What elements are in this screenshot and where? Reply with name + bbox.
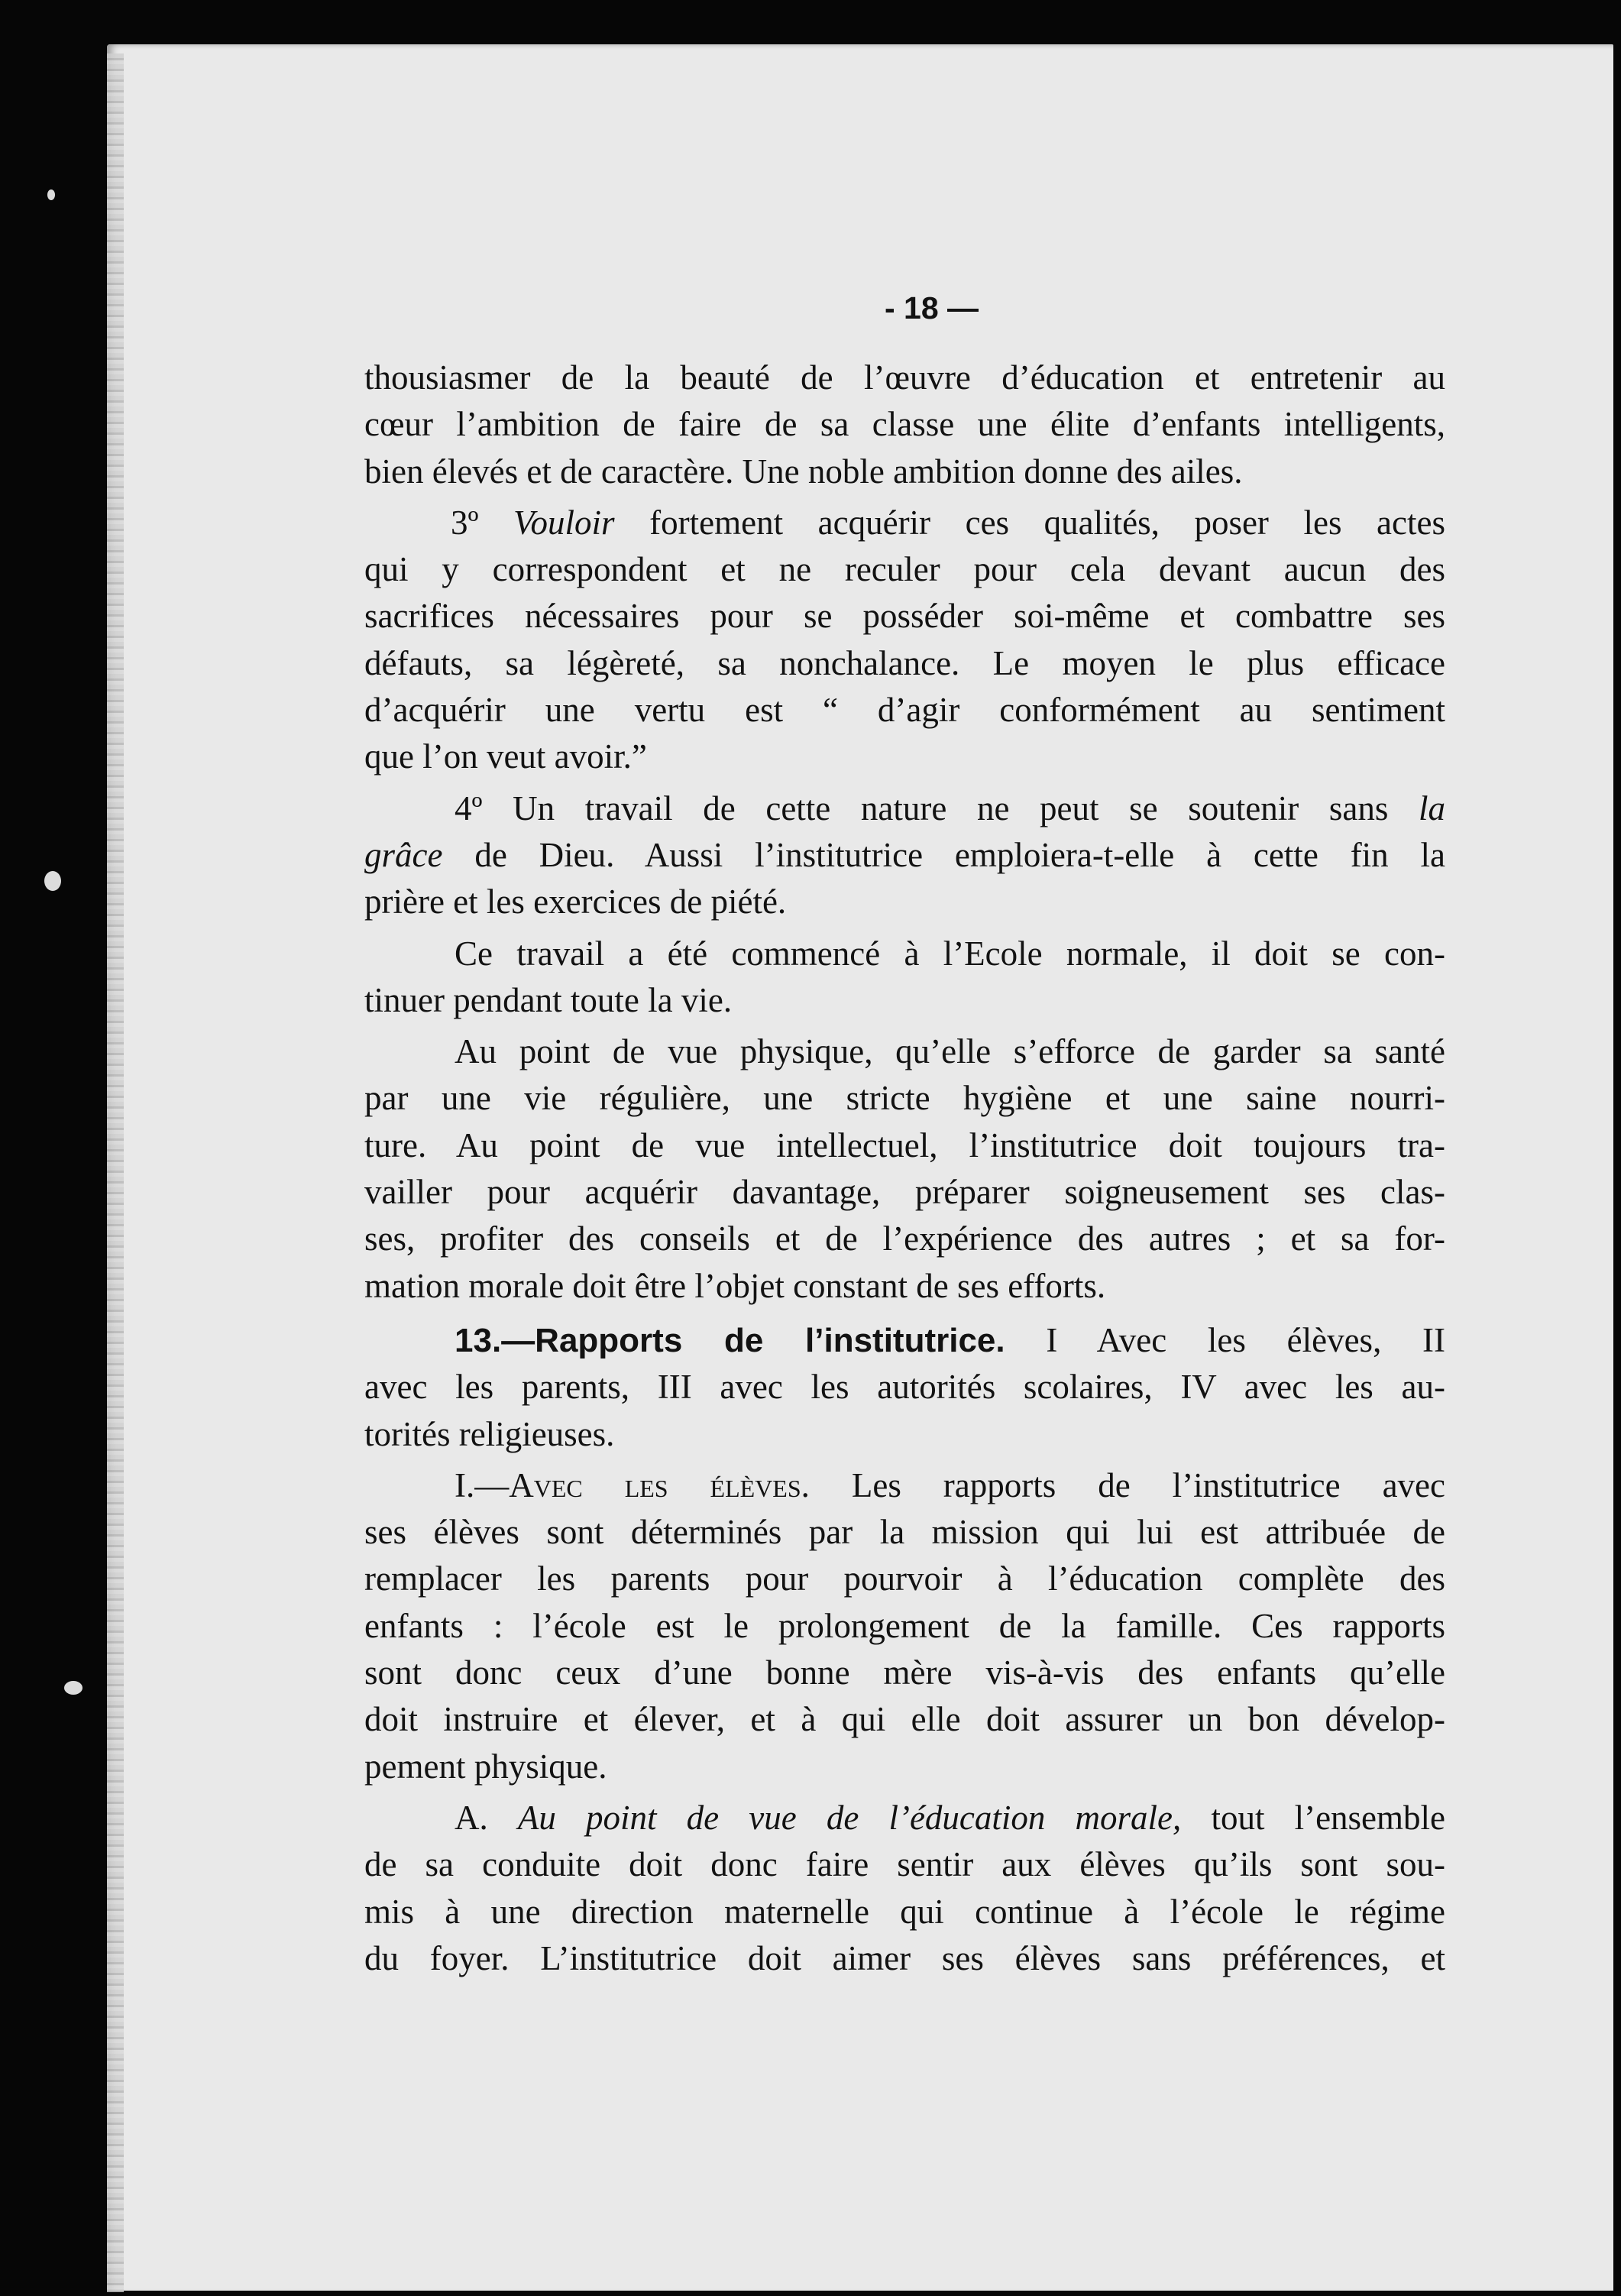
text-line: doit instruire et élever, et à qui elle doit assurer un bon dévelop-: [364, 1700, 1445, 1739]
dust-speck: [47, 189, 55, 200]
text-line: remplacer les parents pour pourvoir à l’éducation complète des: [364, 1559, 1445, 1598]
text-line: sont donc ceux d’une bonne mère vis-à-vis des enfants qu’elle: [364, 1653, 1445, 1692]
text-line: enfants : l’école est le prolongement de la famille. Ces rapports: [364, 1606, 1445, 1645]
italic-phrase: Au point de vue de l’éducation morale,: [517, 1798, 1182, 1837]
text-line: que l’on veut avoir.”: [364, 737, 647, 776]
item-label: A.: [455, 1798, 488, 1837]
text-segment: I Avec les élèves, II: [1046, 1320, 1446, 1359]
text-line: cœur l’ambition de faire de sa classe une élite d’enfants intelligents,: [364, 405, 1445, 444]
section-paragraph: [364, 1317, 1445, 1458]
dust-speck: [44, 871, 61, 891]
text-line: qui y correspondent et ne reculer pour cela devant aucun des: [364, 550, 1445, 589]
paragraph: [364, 500, 1445, 781]
text-line: [364, 785, 1445, 832]
text-segment: Les rapports de l’institutrice avec: [851, 1465, 1446, 1504]
dust-speck: [64, 1681, 83, 1695]
paragraph: [364, 1462, 1445, 1790]
item-label: 3º: [451, 503, 479, 542]
text-segment: tout l’ensemble: [1211, 1798, 1446, 1837]
text-line: sacrifices nécessaires pour se posséder soi-même et combattre ses: [364, 597, 1445, 636]
text-line: Au point de vue physique, qu’elle s’efforce de garder sa santé: [455, 1032, 1445, 1071]
text-line: ses élèves sont déterminés par la mission qui lui est attribuée de: [364, 1513, 1445, 1552]
paragraph: [364, 931, 1445, 1025]
page-number: - 18 —: [884, 290, 979, 325]
paragraph: [364, 1795, 1445, 1982]
text-line: bien élevés et de caractère. Une noble ambition donne des ailes.: [364, 452, 1243, 491]
text-line: d’acquérir une vertu est “ d’agir conformément au sentiment: [364, 691, 1445, 730]
italic-word: Vouloir: [513, 503, 615, 542]
text-line: pement physique.: [364, 1747, 607, 1786]
text-line: ses, profiter des conseils et de l’expérience des autres ; et sa for-: [364, 1219, 1445, 1258]
text-line: [364, 1795, 1445, 1841]
subsection-heading: I.—Avec les élèves.: [455, 1465, 810, 1504]
text-line: défauts, sa légèreté, sa nonchalance. Le moyen le plus efficace: [364, 643, 1445, 682]
text-line: thousiasmer de la beauté de l’œuvre d’éducation et entretenir au: [364, 358, 1445, 397]
paragraph: [364, 785, 1445, 926]
italic-word: grâce: [364, 835, 443, 874]
text-line: [364, 1317, 1445, 1364]
text-line: torités religieuses.: [364, 1414, 615, 1453]
text-line: avec les parents, III avec les autorités scolaires, IV avec les au-: [364, 1368, 1445, 1407]
text-line: du foyer. L’institutrice doit aimer ses élèves sans préférences, et: [364, 1938, 1445, 1977]
text-segment: 4º Un travail de cette nature ne peut se soutenir sans: [455, 789, 1389, 827]
text-line: de sa conduite doit donc faire sentir aux élèves qu’ils sont sou-: [364, 1845, 1445, 1884]
text-segment: fortement acquérir ces qualités, poser les actes: [649, 503, 1445, 542]
text-segment: de Dieu. Aussi l’institutrice emploiera-t-elle à cette fin la: [474, 835, 1446, 874]
text-line: mation morale doit être l’objet constant de ses efforts.: [364, 1266, 1106, 1305]
text-line: prière et les exercices de piété.: [364, 882, 787, 921]
text-line: par une vie régulière, une stricte hygiène et une saine nourri-: [364, 1079, 1445, 1118]
page-binding-edge: [107, 53, 124, 2292]
paragraph: [364, 355, 1445, 495]
text-line: ture. Au point de vue intellectuel, l’institutrice doit toujours tra-: [364, 1125, 1445, 1164]
italic-word: la: [1418, 789, 1445, 827]
page-text: [364, 283, 1445, 1987]
paragraph: [364, 1028, 1445, 1310]
text-line: mis à une direction maternelle qui continue à l’école le régime: [364, 1892, 1445, 1931]
text-line: [364, 1462, 1445, 1509]
text-line: vailler pour acquérir davantage, préparer soigneusement ses clas-: [364, 1173, 1445, 1212]
text-line: [364, 832, 1445, 879]
text-line: [364, 500, 1445, 546]
section-heading: 13.—Rapports de l’institutrice.: [455, 1321, 1005, 1359]
text-line: Ce travail a été commencé à l’Ecole normale, il doit se con-: [455, 934, 1445, 973]
text-line: tinuer pendant toute la vie.: [364, 980, 733, 1019]
